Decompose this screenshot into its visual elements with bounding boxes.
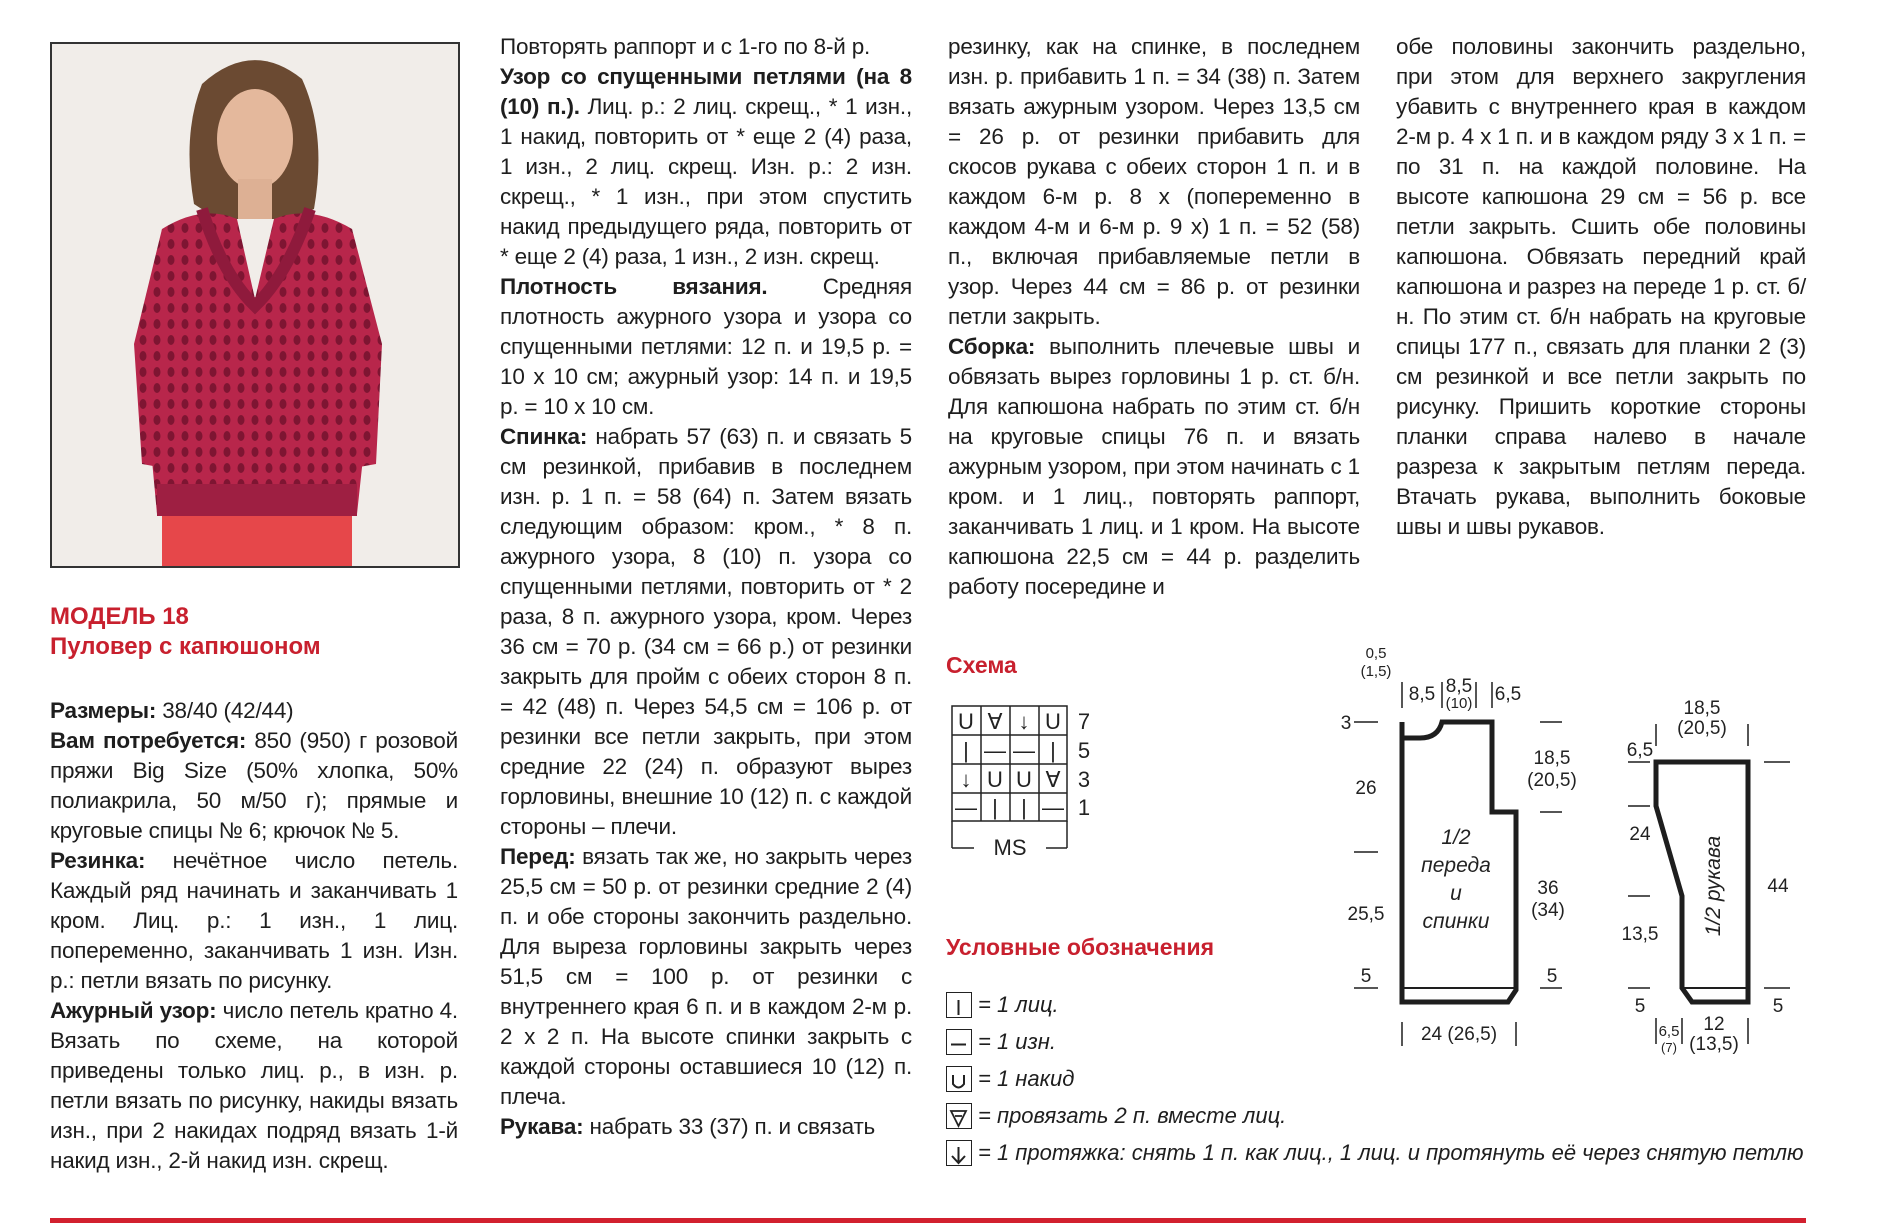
row-number-1: 1 bbox=[1077, 795, 1091, 820]
back-label: Спинка: bbox=[500, 424, 588, 449]
sleeve-top2: (20,5) bbox=[1677, 718, 1727, 739]
svg-text:—: — bbox=[1013, 738, 1035, 763]
rib-label: Резинка: bbox=[50, 848, 146, 873]
model-photo bbox=[50, 42, 460, 568]
column-1 bbox=[50, 696, 458, 1176]
sleeve-bottom-a2: (7) bbox=[1661, 1040, 1677, 1055]
legend-item bbox=[946, 1134, 1804, 1171]
sizes-text: 38/40 (42/44) bbox=[156, 698, 294, 723]
dim-top-a2: (1,5) bbox=[1360, 663, 1392, 680]
scheme-title: Схема bbox=[946, 652, 1017, 678]
svg-text:—: — bbox=[955, 795, 977, 820]
dim-left-26: 26 bbox=[1355, 778, 1377, 799]
svg-text:U: U bbox=[987, 767, 1003, 792]
bottom-rule bbox=[50, 1218, 1806, 1223]
hood-paragraph: обе половины закончить раздельно, при этом для верхнего закругления убавить с внутреннего края в каждом 2-м р. 4 х 1 п. и в каждом ряду 3 х 1 п. = по 31 п. на каждой половине. На высоте капюшона 29 см = 56 р. все петли закрыть. Сшить обе половины капюшона. Обвязать передний край капюшона и разрез на переде 1 р. ст. б/н. По этим ст. б/н набрать на круговые спицы 177 п., связать для планки 2 (3) см резинкой и все петли закрыть по рисунку. Пришить короткие стороны планки справа налево в начале разреза к закрытым петлям переда. Втачать рукава, выполнить боковые швы и швы рукавов. bbox=[1396, 34, 1806, 539]
dim-left-25-5: 25,5 bbox=[1347, 904, 1385, 925]
scheme-label: MS bbox=[993, 835, 1027, 860]
svg-text:U: U bbox=[1016, 767, 1032, 792]
svg-text:|: | bbox=[1050, 738, 1056, 763]
assembly-text: выполнить плечевые швы и обвязать вырез горловины 1 р. ст. б/н. Для капюшона набрать по этим ст. б/н на круговые спицы 76 п. и вязать ажурным узором, при этом начинать с 1 кром. и 1 лиц., повторять раппорт, заканчивать 1 лиц. и 1 кром. На высоте капюшона 22,5 см = 44 р. разделить работу посередине и bbox=[948, 334, 1360, 599]
column-2 bbox=[500, 32, 912, 1142]
svg-text:∀: ∀ bbox=[1045, 767, 1061, 792]
sleeve-bottom-a: 6,5 bbox=[1658, 1023, 1680, 1040]
model-number: МОДЕЛЬ 18 bbox=[50, 603, 189, 630]
dim-right-20-5: (20,5) bbox=[1527, 770, 1577, 791]
assembly-label: Сборка: bbox=[948, 334, 1036, 359]
sleeve-pattern-diagram bbox=[1600, 700, 1800, 1060]
sleeve-left-24: 24 bbox=[1629, 824, 1651, 845]
dim-top-b: 8,5 bbox=[1408, 684, 1436, 705]
drop-stitch-text: Лиц. р.: 2 лиц. скрещ., * 1 изн., 1 накид, повторить от * еще 2 (4) раза, 1 изн., 2 лиц. скрещ. Изн. р.: 2 изн. скрещ., * 1 изн., при этом спустить накид предыдущего ряда, повторить от * еще 2 (4) раза, 1 изн., 2 изн. скрещ. bbox=[500, 94, 912, 269]
sleeve-paragraph bbox=[500, 1112, 912, 1142]
lace-label: Ажурный узор: bbox=[50, 998, 217, 1023]
sleeve-right-44: 44 bbox=[1767, 876, 1789, 897]
svg-text:|: | bbox=[1021, 795, 1027, 820]
legend-item bbox=[946, 1097, 1804, 1134]
row-number-7: 7 bbox=[1077, 709, 1091, 734]
sleeve-label: Рукава: bbox=[500, 1114, 584, 1139]
sizes-paragraph bbox=[50, 696, 458, 726]
gauge-label: Плотность вязания. bbox=[500, 274, 768, 299]
legend-purl-text: = 1 изн. bbox=[978, 1028, 1056, 1054]
sleeve-left-5: 5 bbox=[1634, 996, 1646, 1017]
legend-item bbox=[946, 1060, 1804, 1097]
model-title bbox=[50, 602, 321, 662]
drop-stitch-paragraph bbox=[500, 62, 912, 272]
sleeve-text: набрать 33 (37) п. и связать bbox=[583, 1114, 876, 1139]
legend-yarn-over-text: = 1 накид bbox=[978, 1065, 1075, 1091]
sleeve-bottom-b2: (13,5) bbox=[1689, 1034, 1739, 1055]
legend-knit-text: = 1 лиц. bbox=[978, 991, 1059, 1017]
back-paragraph bbox=[500, 422, 912, 842]
sleeve-left-13-5: 13,5 bbox=[1621, 924, 1659, 945]
gauge-text: Средняя плотность ажурного узора и узора со спущенными петлями: 12 п. и 19,5 р. = 10 х 10 см; ажурный узор: 14 п. и 19,5 р. = 10 х 10 см. bbox=[500, 274, 912, 419]
body-pattern-diagram bbox=[1330, 640, 1590, 1060]
yarn-over-icon bbox=[946, 1066, 972, 1092]
dim-right-34: (34) bbox=[1531, 900, 1565, 921]
column-4 bbox=[1396, 32, 1806, 542]
body-label-3: и bbox=[1450, 882, 1462, 905]
dim-top-d: 6,5 bbox=[1494, 684, 1522, 705]
model-name: Пуловер с капюшоном bbox=[50, 633, 321, 660]
k2tog-icon bbox=[946, 1103, 972, 1129]
dim-bottom: 24 (26,5) bbox=[1420, 1024, 1498, 1045]
materials-paragraph bbox=[50, 726, 458, 846]
dim-right-36: 36 bbox=[1537, 878, 1559, 899]
body-label-4: спинки bbox=[1422, 910, 1490, 933]
svg-text:—: — bbox=[984, 738, 1006, 763]
skp-icon bbox=[946, 1140, 972, 1166]
svg-text:U: U bbox=[958, 709, 974, 734]
svg-text:|: | bbox=[963, 738, 969, 763]
materials-label: Вам потребуется: bbox=[50, 728, 247, 753]
row-number-5: 5 bbox=[1077, 738, 1091, 763]
back-text: набрать 57 (63) п. и связать 5 см резинкой, прибавив в последнем изн. р. 1 п. = 58 (64) п. Затем вязать следующим образом: кром., * 8 п. ажурного узора, 8 (10) п. узора со спущенными петлями, повторить от * 2 раза, 8 п. ажурного узора, кром. Через 36 см = 70 р. (34 см = 66 р.) от резинки закрыть для пройм с обеих сторон 8 п. = 42 (48) п. Через 54,5 см = 106 р. от резинки все петли закрыть, при этом средние 22 (24) п. образуют вырез горловины, внешние 10 (12) п. с каждой стороны – плечи. bbox=[500, 424, 912, 839]
svg-text:↓: ↓ bbox=[1018, 709, 1030, 734]
stitch-chart bbox=[946, 700, 1096, 860]
lace-paragraph bbox=[50, 996, 458, 1176]
svg-text:∀: ∀ bbox=[987, 709, 1003, 734]
dim-right-18-5: 18,5 bbox=[1533, 748, 1571, 769]
sleeve-right-5: 5 bbox=[1772, 996, 1784, 1017]
rib-text: нечётное число петель. Каждый ряд начинать и заканчивать 1 кром. Лиц. р.: 1 изн., 1 лиц. попеременно, заканчивать 1 изн. Изн. р.: петли вязать по рисунку. bbox=[50, 848, 458, 993]
dim-left-5: 5 bbox=[1360, 966, 1372, 987]
front-paragraph bbox=[500, 842, 912, 1112]
materials-text: 850 (950) г розовой пряжи Big Size (50% хлопка, 50% полиакрила, 50 м/50 г); прямые и круговые спицы № 6; крючок № 5. bbox=[50, 728, 458, 843]
sizes-label: Размеры: bbox=[50, 698, 157, 723]
column-3 bbox=[948, 32, 1360, 602]
dim-top-c: 8,5 bbox=[1445, 676, 1473, 697]
photo-illustration bbox=[52, 44, 458, 566]
gauge-paragraph bbox=[500, 272, 912, 422]
legend-skp-text: = 1 протяжка: снять 1 п. как лиц., 1 лиц. и протянуть её через снятую петлю bbox=[978, 1139, 1804, 1165]
front-label: Перед: bbox=[500, 844, 576, 869]
svg-text:—: — bbox=[1042, 795, 1064, 820]
svg-text:U: U bbox=[1045, 709, 1061, 734]
sleeve-label: 1/2 рукава bbox=[1702, 835, 1725, 937]
legend-title: Условные обозначения bbox=[946, 934, 1215, 960]
body-label-2: переда bbox=[1421, 854, 1491, 877]
sleeve-left-6-5: 6,5 bbox=[1626, 740, 1654, 761]
body-label-1: 1/2 bbox=[1441, 826, 1471, 849]
purl-icon bbox=[946, 1029, 972, 1055]
front-text: вязать так же, но закрыть через 25,5 см = 50 р. от резинки средние 2 (4) п. и обе стороны закончить раздельно. Для выреза горловины закрыть через 51,5 см = 100 р. от резинки с внутреннего края 6 п. и в каждом 2-м р. 2 х 2 п. На высоте спинки закрыть с каждой стороны оставшиеся 10 (12) п. плеча. bbox=[500, 844, 912, 1109]
dim-top-c2: (10) bbox=[1445, 695, 1473, 712]
rib-paragraph bbox=[50, 846, 458, 996]
sleeve-top: 18,5 bbox=[1683, 700, 1721, 719]
legend-k2tog-text: = провязать 2 п. вместе лиц. bbox=[978, 1102, 1287, 1128]
dim-top-a: 0,5 bbox=[1365, 645, 1387, 662]
dim-right-5: 5 bbox=[1546, 966, 1558, 987]
sleeve-cont-paragraph: резинку, как на спинке, в последнем изн. р. прибавить 1 п. = 34 (38) п. Затем вязать ажурным узором. Через 13,5 см = 26 р. от резинки прибавить для скосов рукава с обеих сторон 1 п. и в каждом 6-м р. 8 х (попеременно в каждом 4-м и 6-м р. 9 х) 1 п. = 52 (58) п., включая прибавляемые петли в узор. Через 44 см = 86 р. от резинки петли закрыть. bbox=[948, 34, 1360, 329]
svg-text:↓: ↓ bbox=[960, 767, 972, 792]
dim-left-3: 3 bbox=[1340, 713, 1352, 734]
sleeve-bottom-b: 12 bbox=[1703, 1014, 1725, 1035]
svg-text:|: | bbox=[992, 795, 998, 820]
lace-text: число петель кратно 4. Вязать по схеме, на которой приведены только лиц. р., в изн. р. петли вязать по рисунку, накиды вязать изн., при 2 накидах подряд вязать 1-й накид изн., 2-й накид изн. скрещ. bbox=[50, 998, 458, 1173]
knit-icon bbox=[946, 992, 972, 1018]
row-number-3: 3 bbox=[1077, 767, 1091, 792]
repeat-paragraph: Повторять раппорт и с 1-го по 8-й р. bbox=[500, 34, 871, 59]
assembly-paragraph bbox=[948, 332, 1360, 602]
drop-stitch-label: Узор со спущенными петлями (на 8 (10) п.). bbox=[500, 64, 912, 119]
